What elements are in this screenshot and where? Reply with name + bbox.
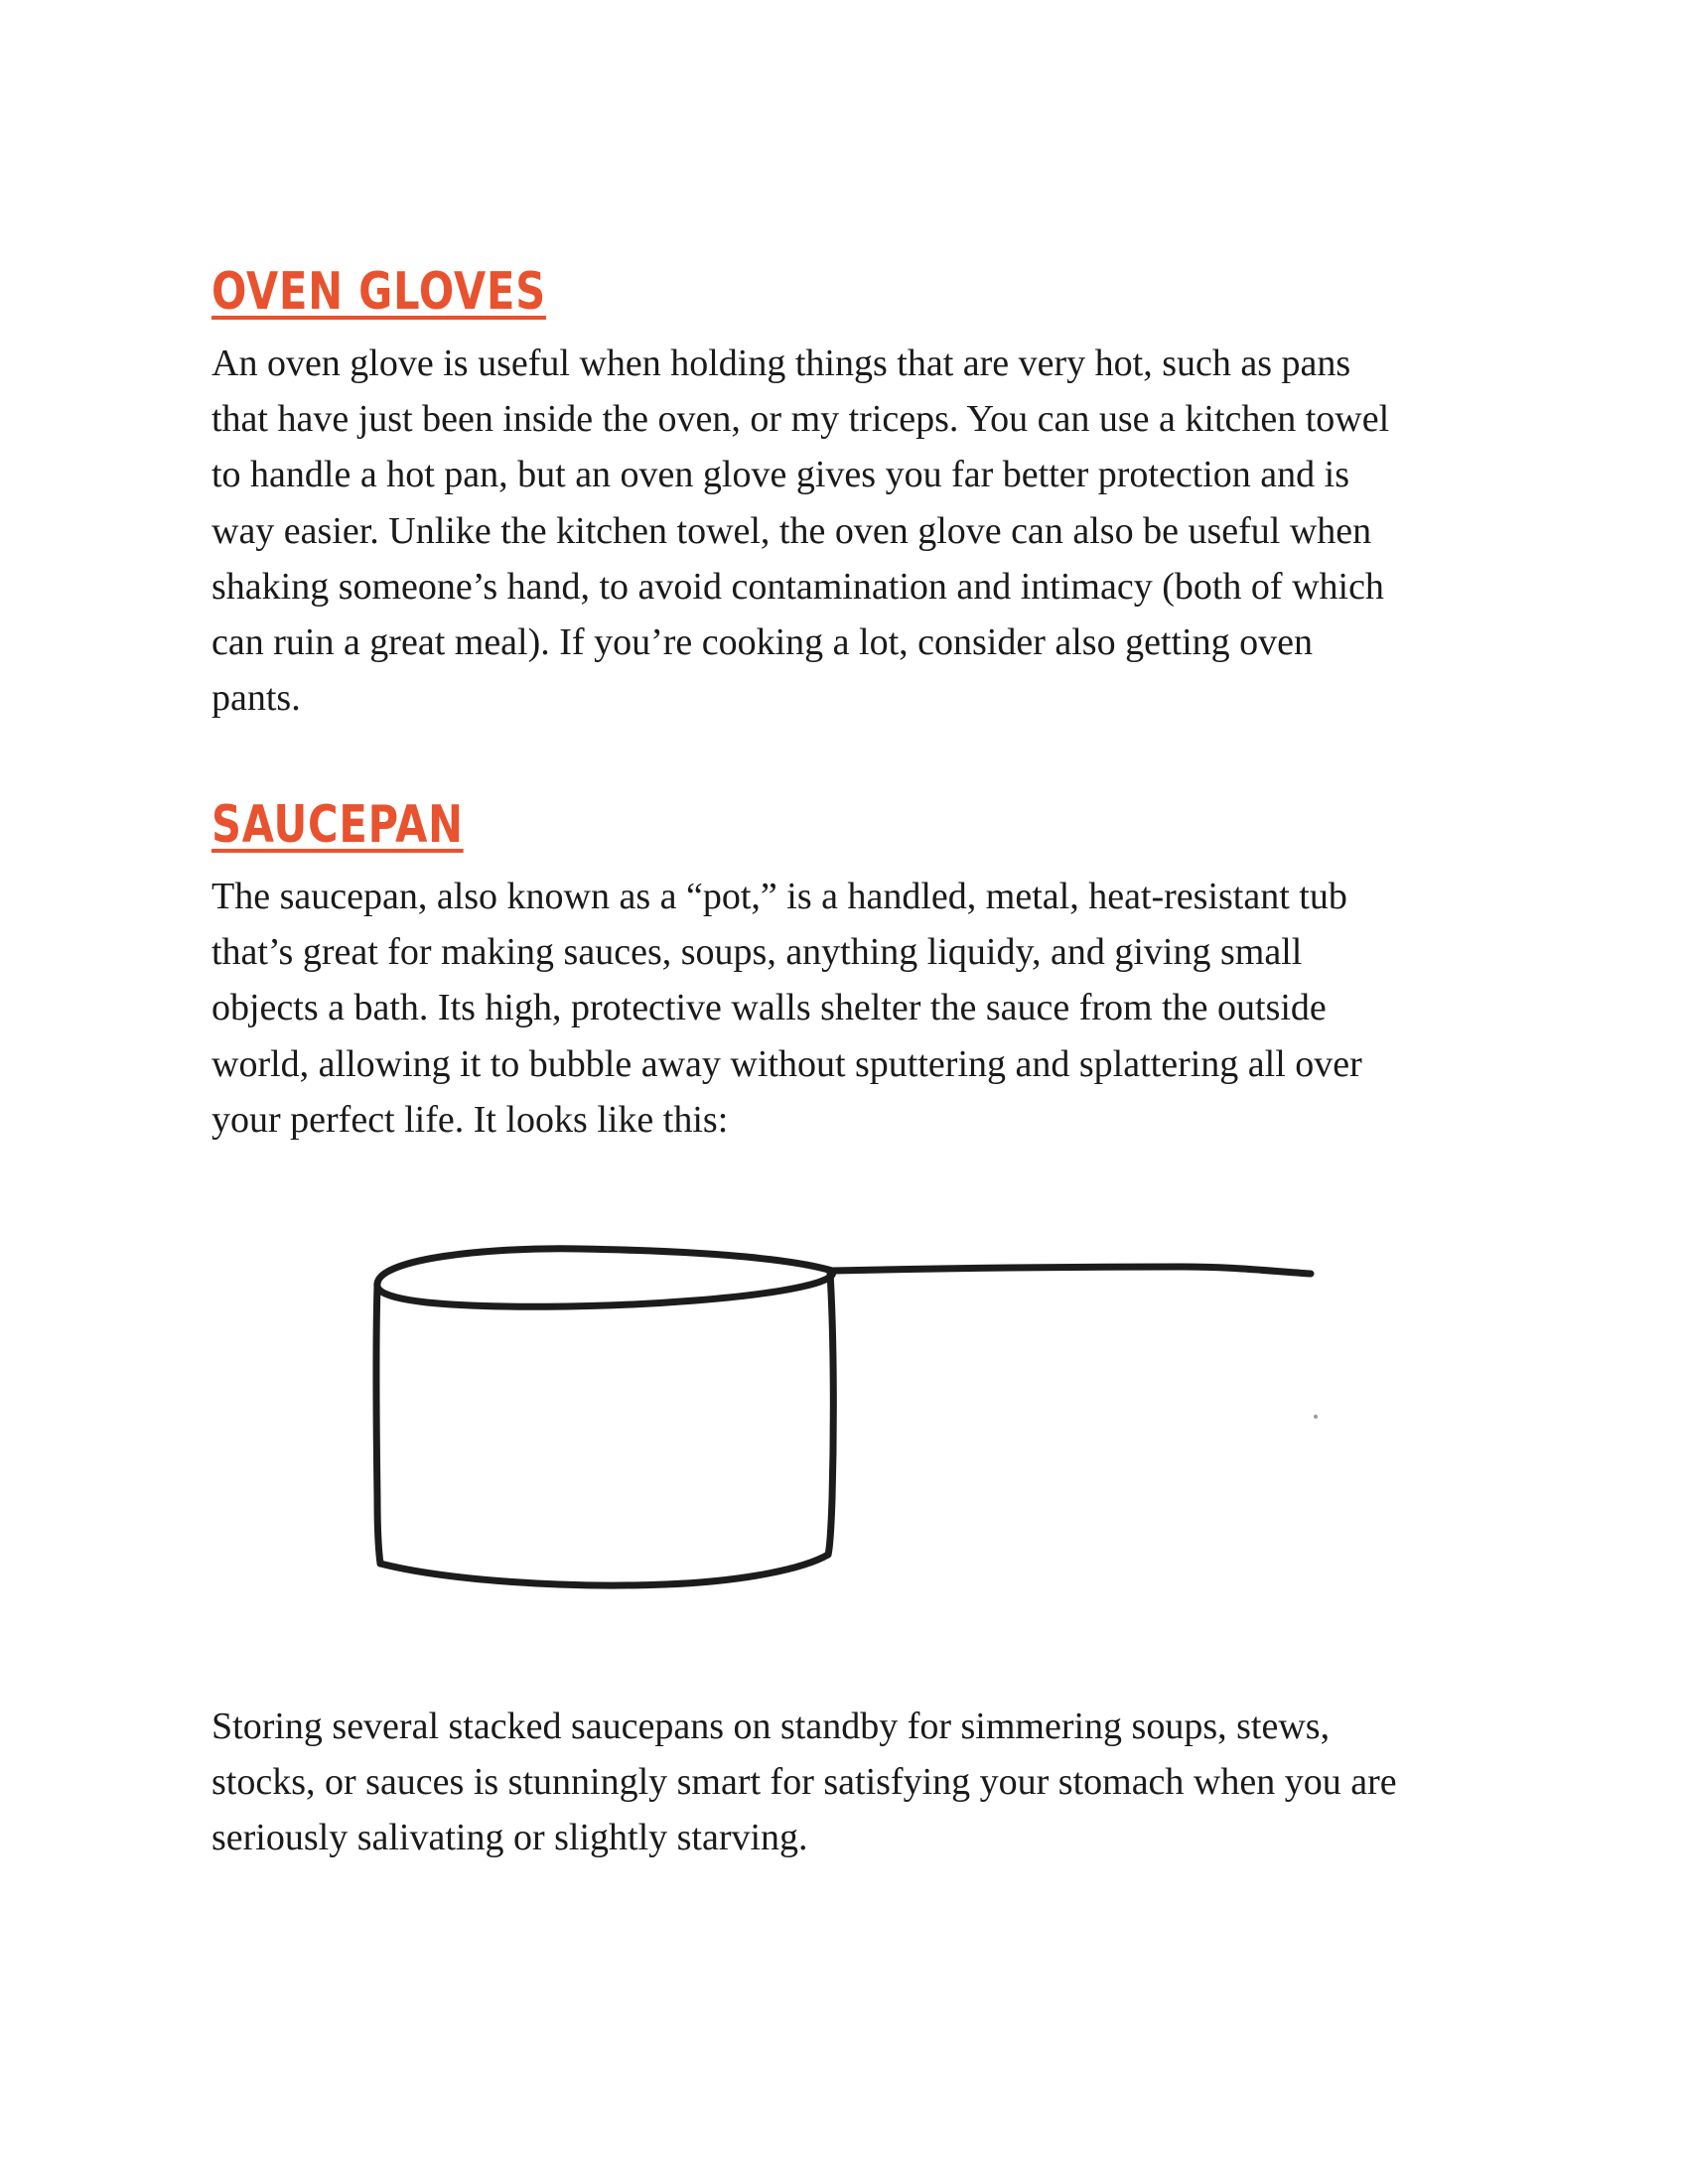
ink-speck: [1314, 1415, 1318, 1419]
text-line: Storing several stacked saucepans on standby for simmering soups, stews,: [211, 1706, 1331, 1747]
text-line: stocks, or sauces is stunningly smart for satisfying your stomach when you are: [211, 1761, 1397, 1804]
text-line: to handle a hot pan, but an oven glove gives you far better protection and is: [211, 454, 1350, 496]
oven-gloves-heading: OVEN GLOVES: [211, 262, 546, 322]
saucepan-drawing: [367, 1231, 1331, 1608]
text-line: pants.: [211, 677, 301, 720]
text-line: world, allowing it to bubble away without sputtering and splattering all over: [211, 1042, 1362, 1085]
text-line: seriously salivating or slightly starving.: [211, 1817, 808, 1859]
saucepan-paragraph: [211, 869, 1492, 1148]
text-line: The saucepan, also known as a “pot,” is a handled, metal, heat-resistant tub: [211, 876, 1347, 917]
text-line: your perfect life. It looks like this:: [211, 1098, 729, 1141]
text-line: objects a bath. Its high, protective walls shelter the sauce from the outside: [211, 987, 1327, 1029]
text-line: shaking someone’s hand, to avoid contamination and intimacy (both of which: [211, 565, 1384, 608]
text-line: can ruin a great meal). If you’re cooking a lot, consider also getting oven: [211, 621, 1313, 664]
storing-paragraph: [211, 1699, 1492, 1866]
text-line: that’s great for making sauces, soups, anything liquidy, and giving small: [211, 931, 1303, 974]
oven-gloves-paragraph: [211, 336, 1492, 726]
saucepan-handle: [832, 1267, 1311, 1274]
text-line: An oven glove is useful when holding things that are very hot, such as pans: [211, 342, 1351, 384]
text-line: that have just been inside the oven, or my triceps. You can use a kitchen towel: [211, 398, 1390, 441]
saucepan-right-wall: [828, 1273, 833, 1555]
saucepan-rim: [377, 1249, 833, 1306]
text-line: way easier. Unlike the kitchen towel, the oven glove can also be useful when: [211, 509, 1372, 552]
saucepan-left-wall: [376, 1286, 380, 1564]
saucepan-bottom: [380, 1555, 828, 1585]
saucepan-heading: SAUCEPAN: [211, 795, 464, 855]
